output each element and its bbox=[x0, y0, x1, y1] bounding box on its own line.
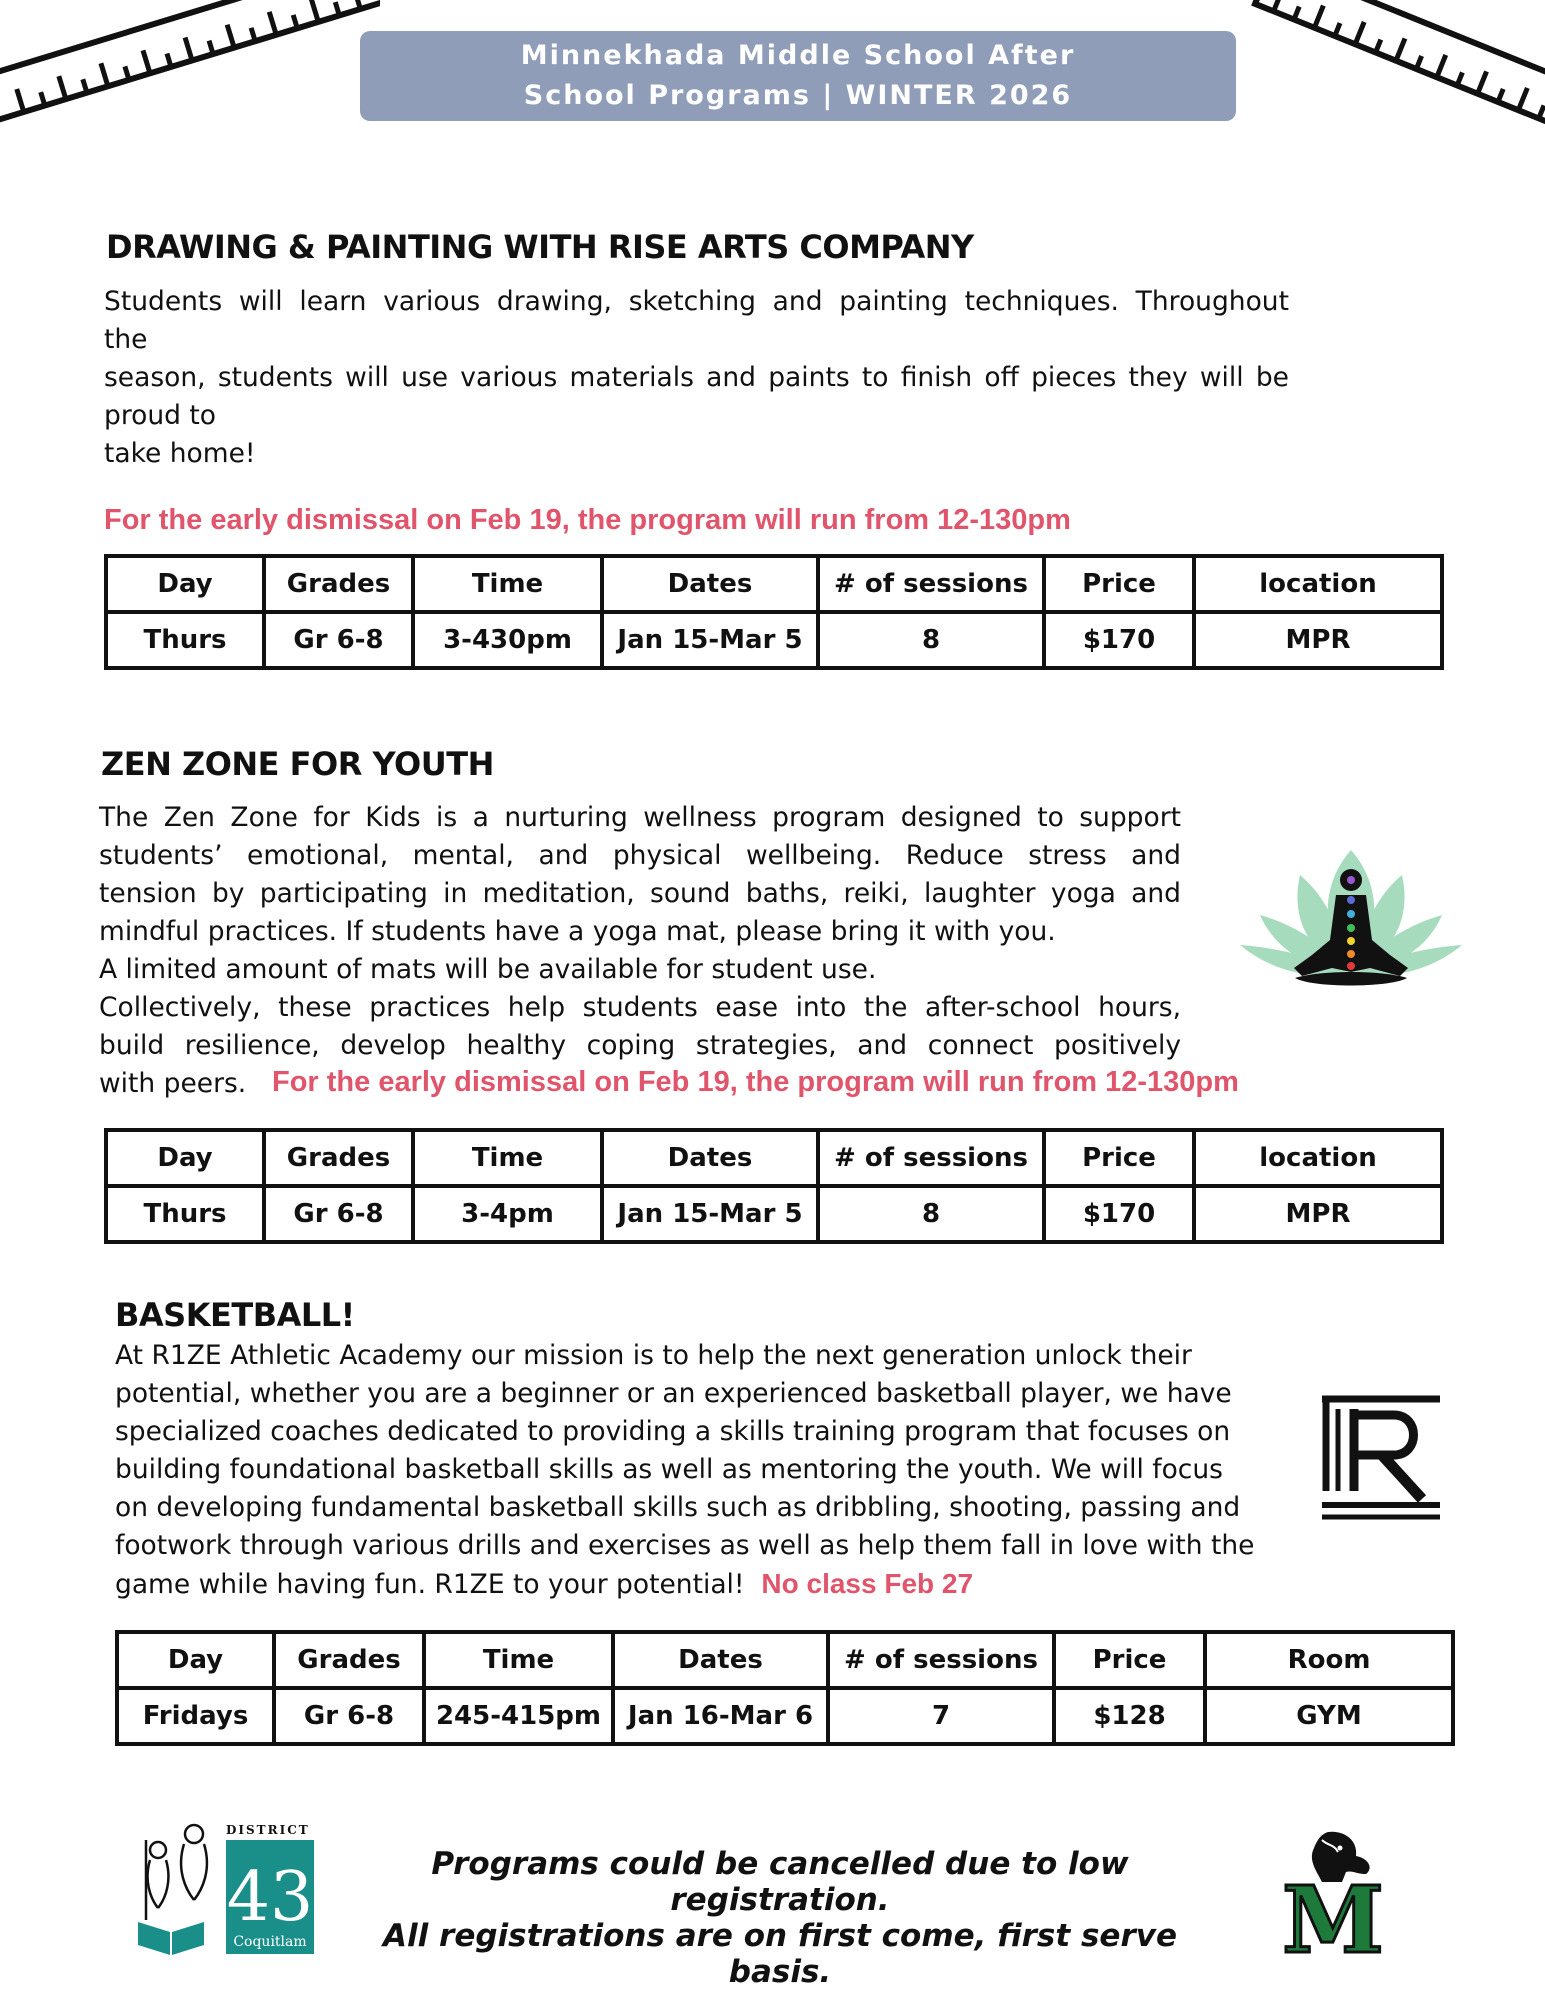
header-banner bbox=[360, 31, 1236, 121]
r1ze-logo-icon bbox=[1318, 1393, 1444, 1521]
header-cell-day: Day bbox=[106, 1130, 264, 1186]
description-line: At R1ZE Athletic Academy our mission is to help the next generation unlock their bbox=[115, 1340, 1192, 1371]
description-line: specialized coaches dedicated to providing a skills training program that focuses on bbox=[115, 1416, 1231, 1447]
program-title-basketball: BASKETBALL! bbox=[115, 1296, 355, 1334]
header-cell-sessions: # of sessions bbox=[818, 1130, 1044, 1186]
description-line bbox=[115, 1565, 1295, 1604]
description-line: tension by participating in meditation, sound baths, reiki, laughter yoga and bbox=[99, 878, 1181, 909]
header-cell-day: Day bbox=[117, 1632, 274, 1688]
table-header-row bbox=[106, 1130, 1442, 1186]
header-cell-time: Time bbox=[413, 1130, 602, 1186]
description-line: build resilience, develop healthy coping strategies, and connect positively bbox=[99, 1030, 1181, 1061]
district-number: 43 bbox=[226, 1858, 314, 1937]
header-cell-grades: Grades bbox=[264, 1130, 413, 1186]
header-cell-sessions: # of sessions bbox=[828, 1632, 1054, 1688]
header-cell-location: location bbox=[1194, 556, 1442, 612]
cell-sessions: 8 bbox=[818, 1186, 1044, 1242]
header-cell-price: Price bbox=[1054, 1632, 1205, 1688]
header-title-line1: Minnekhada Middle School After bbox=[520, 40, 1076, 71]
cell-dates: Jan 16-Mar 6 bbox=[613, 1688, 828, 1744]
cell-day: Fridays bbox=[117, 1688, 274, 1744]
table-row bbox=[106, 612, 1442, 668]
description-line: footwork through various drills and exercises as well as help them fall in love with the bbox=[115, 1530, 1255, 1561]
cell-day: Thurs bbox=[106, 612, 264, 668]
cell-price: $170 bbox=[1044, 612, 1194, 668]
cell-time: 245-415pm bbox=[424, 1688, 613, 1744]
header-cell-dates: Dates bbox=[613, 1632, 828, 1688]
early-dismissal-note-zen: For the early dismissal on Feb 19, the program will run from 12-130pm bbox=[272, 1066, 1239, 1098]
description-line: Students will learn various drawing, sketching and painting techniques. Throughout bbox=[104, 286, 1289, 317]
program-title-zen: ZEN ZONE FOR YOUTH bbox=[101, 745, 494, 783]
description-line: building foundational basketball skills as well as mentoring the youth. We will focus bbox=[115, 1454, 1223, 1485]
cell-grades: Gr 6-8 bbox=[274, 1688, 424, 1744]
description-line: Collectively, these practices help students ease into the after-school hours, bbox=[99, 992, 1181, 1023]
footer-disclaimer bbox=[340, 1846, 1220, 1990]
program-description-basketball bbox=[115, 1337, 1295, 1604]
cell-room: GYM bbox=[1205, 1688, 1453, 1744]
schedule-table-basketball bbox=[115, 1630, 1455, 1746]
header-cell-dates: Dates bbox=[602, 556, 818, 612]
header-cell-grades: Grades bbox=[274, 1632, 424, 1688]
cell-price: $170 bbox=[1044, 1186, 1194, 1242]
schedule-table-drawing bbox=[104, 554, 1444, 670]
description-line-text: game while having fun. R1ZE to your potential! bbox=[115, 1569, 745, 1600]
cell-location: MPR bbox=[1194, 612, 1442, 668]
header-cell-sessions: # of sessions bbox=[818, 556, 1044, 612]
description-line: take home! bbox=[104, 438, 256, 469]
table-header-row bbox=[106, 556, 1442, 612]
district-label: DISTRICT bbox=[226, 1823, 310, 1837]
description-line: on developing fundamental basketball skills such as dribbling, shooting, passing and bbox=[115, 1492, 1241, 1523]
district-43-logo-icon bbox=[136, 1820, 322, 1955]
description-line: proud to bbox=[104, 400, 216, 431]
header-cell-location: location bbox=[1194, 1130, 1442, 1186]
cell-grades: Gr 6-8 bbox=[264, 1186, 413, 1242]
school-letter: M bbox=[1282, 1866, 1384, 1955]
header-cell-price: Price bbox=[1044, 556, 1194, 612]
footer-line2: All registrations are on first come, first serve basis. bbox=[383, 1918, 1177, 1990]
header-title-line2: School Programs | WINTER 2026 bbox=[523, 80, 1073, 111]
cell-time: 3-430pm bbox=[413, 612, 602, 668]
table-row bbox=[117, 1688, 1453, 1744]
description-line: students’ emotional, mental, and physical wellbeing. Reduce stress and bbox=[99, 840, 1181, 871]
header-cell-price: Price bbox=[1044, 1130, 1194, 1186]
description-line: potential, whether you are a beginner or an experienced basketball player, we have bbox=[115, 1378, 1232, 1409]
description-line: A limited amount of mats will be available for student use. bbox=[99, 954, 877, 985]
header-cell-time: Time bbox=[413, 556, 602, 612]
description-line: with peers. bbox=[99, 1068, 247, 1099]
school-mascot-logo-icon bbox=[1278, 1830, 1388, 1955]
header-cell-day: Day bbox=[106, 556, 264, 612]
header-cell-grades: Grades bbox=[264, 556, 413, 612]
table-row bbox=[106, 1186, 1442, 1242]
description-line: season, students will use various materials and paints to finish off pieces they will be bbox=[104, 362, 1289, 393]
header-cell-room: Room bbox=[1205, 1632, 1453, 1688]
description-line: the bbox=[104, 324, 148, 355]
program-title-drawing: DRAWING & PAINTING WITH RISE ARTS COMPANY bbox=[106, 228, 974, 266]
ruler-right-decoration bbox=[1235, 0, 1545, 170]
lotus-meditation-icon bbox=[1240, 840, 1462, 1000]
cell-sessions: 7 bbox=[828, 1688, 1054, 1744]
cell-dates: Jan 15-Mar 5 bbox=[602, 612, 818, 668]
footer-line1: Programs could be cancelled due to low registration. bbox=[431, 1846, 1129, 1918]
cell-dates: Jan 15-Mar 5 bbox=[602, 1186, 818, 1242]
early-dismissal-note-drawing: For the early dismissal on Feb 19, the program will run from 12-130pm bbox=[104, 504, 1071, 536]
ruler-left-decoration bbox=[0, 0, 380, 170]
program-description-zen bbox=[99, 799, 1181, 1103]
cell-sessions: 8 bbox=[818, 612, 1044, 668]
schedule-table-zen bbox=[104, 1128, 1444, 1244]
description-line: The Zen Zone for Kids is a nurturing wellness program designed to support bbox=[99, 802, 1181, 833]
cell-location: MPR bbox=[1194, 1186, 1442, 1242]
description-line: mindful practices. If students have a yoga mat, please bring it with you. bbox=[99, 916, 1056, 947]
cell-grades: Gr 6-8 bbox=[264, 612, 413, 668]
program-description-drawing bbox=[104, 283, 1289, 473]
cell-day: Thurs bbox=[106, 1186, 264, 1242]
cell-price: $128 bbox=[1054, 1688, 1205, 1744]
no-class-note: No class Feb 27 bbox=[761, 1568, 974, 1599]
header-cell-dates: Dates bbox=[602, 1130, 818, 1186]
table-header-row bbox=[117, 1632, 1453, 1688]
district-name: Coquitlam bbox=[233, 1934, 307, 1950]
header-cell-time: Time bbox=[424, 1632, 613, 1688]
cell-time: 3-4pm bbox=[413, 1186, 602, 1242]
